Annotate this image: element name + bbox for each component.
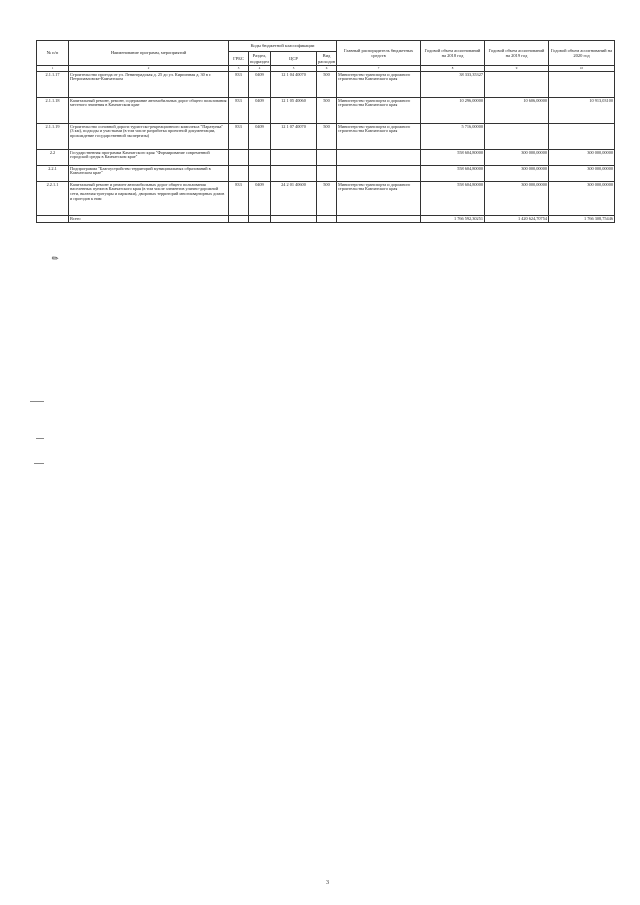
row-razdel: 0409	[249, 98, 271, 124]
row-num: 2.1.1.17	[37, 72, 69, 98]
row-num: 2.1.1.19	[37, 124, 69, 150]
row-grbs: 833	[229, 182, 249, 216]
column-number: 1	[37, 66, 69, 72]
row-vr: 500	[317, 98, 337, 124]
column-number: 10	[549, 66, 615, 72]
row-2018: 5 716,00000	[421, 124, 485, 150]
table-row	[37, 166, 615, 182]
total-empty-cell	[317, 216, 337, 223]
row-grbs	[229, 150, 249, 166]
column-number: 3	[229, 66, 249, 72]
column-number: 2	[69, 66, 229, 72]
total-empty-cell	[229, 216, 249, 223]
row-vr: 500	[317, 72, 337, 98]
row-name: Строительство проезда от ул. Ленинградская д. 25 до ул. Кирпичная д. 30 в г. Петропавловске-Камчатском	[69, 72, 229, 98]
column-number: 7	[337, 66, 421, 72]
row-executor: Министерство транспорта и дорожного строительства Камчатского края	[337, 124, 421, 150]
row-name: Строительство основной дороги туристско-рекреационного комплекса "Паратунка" (3 км), подходы и участками (в том числе разработка проектной документации, прохождение государственной экспертизы)	[69, 124, 229, 150]
table-row	[37, 150, 615, 166]
row-vr: 500	[317, 124, 337, 150]
table-row	[37, 124, 615, 150]
scan-artifact	[30, 401, 44, 402]
row-razdel: 0409	[249, 182, 271, 216]
row-razdel: 0409	[249, 124, 271, 150]
row-2018: 558 604,80000	[421, 182, 485, 216]
table-row	[37, 182, 615, 216]
total-2019: 1 420 624,70754	[485, 216, 549, 223]
budget-sheet	[36, 40, 614, 223]
table-row	[37, 72, 615, 98]
row-executor	[337, 166, 421, 182]
total-empty-cell	[337, 216, 421, 223]
header-name: Наименование программ, мероприятий	[69, 41, 229, 66]
row-csr: 24 2 01 40600	[271, 182, 317, 216]
row-2019	[485, 124, 549, 150]
row-razdel	[249, 150, 271, 166]
row-2020	[549, 72, 615, 98]
row-2019: 300 000,00000	[485, 150, 549, 166]
row-name: Капитальный ремонт, ремонт, содержание автомобильных дорог общего пользования местного значения в Камчатском крае	[69, 98, 229, 124]
row-csr	[271, 150, 317, 166]
header-executor: Главный распорядитель бюджетных средств	[337, 41, 421, 66]
header-num: № п/п	[37, 41, 69, 66]
row-num: 2.2	[37, 150, 69, 166]
row-razdel	[249, 166, 271, 182]
header-grbs: ГРБС	[229, 52, 249, 66]
row-2020: 300 000,00000	[549, 166, 615, 182]
pen-mark-icon: ✎	[49, 252, 61, 265]
scan-artifact	[36, 438, 44, 439]
row-csr	[271, 166, 317, 182]
header-2018: Годовой объем ассигнований на 2018 год	[421, 41, 485, 66]
row-executor: Министерство транспорта и дорожного строительства Камчатского края	[337, 98, 421, 124]
row-num: 2.2.1	[37, 166, 69, 182]
row-executor	[337, 150, 421, 166]
column-number: 4	[249, 66, 271, 72]
row-grbs	[229, 166, 249, 182]
header-2020: Годовой объем ассигнований на 2020 год	[549, 41, 615, 66]
total-2020: 1 766 308,75446	[549, 216, 615, 223]
row-grbs: 833	[229, 98, 249, 124]
row-2020: 300 000,00000	[549, 150, 615, 166]
row-num: 2.1.1.18	[37, 98, 69, 124]
row-2018: 558 604,80000	[421, 166, 485, 182]
row-2018: 10 296,00000	[421, 98, 485, 124]
row-name: Подпрограмма "Благоустройство территорий муниципальных образований в Камчатском крае"	[69, 166, 229, 182]
row-executor: Министерство транспорта и дорожного строительства Камчатского края	[337, 182, 421, 216]
column-number: 8	[421, 66, 485, 72]
row-csr: 12 1 07 40070	[271, 124, 317, 150]
row-executor: Министерство транспорта и дорожного строительства Камчатского края	[337, 72, 421, 98]
row-vr	[317, 150, 337, 166]
row-grbs: 833	[229, 124, 249, 150]
row-name: Государственная программа Камчатского края "Формирование современной городской среды в Камчатском крае"	[69, 150, 229, 166]
row-2019: 10 606,00000	[485, 98, 549, 124]
total-num-cell	[37, 216, 69, 223]
header-2019: Годовой объем ассигнований на 2019 год	[485, 41, 549, 66]
column-number: 5	[271, 66, 317, 72]
total-empty-cell	[271, 216, 317, 223]
header-budget-group: Коды бюджетной классификации	[229, 41, 337, 52]
row-2020	[549, 124, 615, 150]
row-2020: 300 000,00000	[549, 182, 615, 216]
row-csr: 12 1 04 40070	[271, 72, 317, 98]
header-razdel: Раздел, подраздел	[250, 53, 270, 64]
row-name: Капитальный ремонт и ремонт автомобильных дорог общего пользования населенных пунктов Камчатского края (в том числе элементов улично-дорожной сети, включая тротуары и парковки), дворовых территорий многоквартирных домов и проездов к ним	[69, 182, 229, 216]
row-csr: 12 1 05 40060	[271, 98, 317, 124]
column-number: 9	[485, 66, 549, 72]
header-csr: ЦСР	[271, 52, 317, 66]
total-2018: 1 766 592,30251	[421, 216, 485, 223]
budget-table	[36, 40, 615, 223]
total-row	[37, 216, 615, 223]
header-vr: Вид расходов	[318, 53, 336, 64]
row-2018: 558 604,80000	[421, 150, 485, 166]
column-number: 6	[317, 66, 337, 72]
row-vr: 500	[317, 182, 337, 216]
table-row	[37, 98, 615, 124]
row-grbs: 833	[229, 72, 249, 98]
row-vr	[317, 166, 337, 182]
page-number: 3	[326, 880, 329, 886]
total-label: Всего	[69, 216, 229, 223]
row-2019: 300 000,00000	[485, 182, 549, 216]
row-2019	[485, 72, 549, 98]
row-2018: 38 333,35327	[421, 72, 485, 98]
row-2019: 300 000,00000	[485, 166, 549, 182]
scan-artifact	[34, 463, 44, 464]
row-razdel: 0409	[249, 72, 271, 98]
total-empty-cell	[249, 216, 271, 223]
row-2020: 10 913,03100	[549, 98, 615, 124]
row-num: 2.2.1.1	[37, 182, 69, 216]
